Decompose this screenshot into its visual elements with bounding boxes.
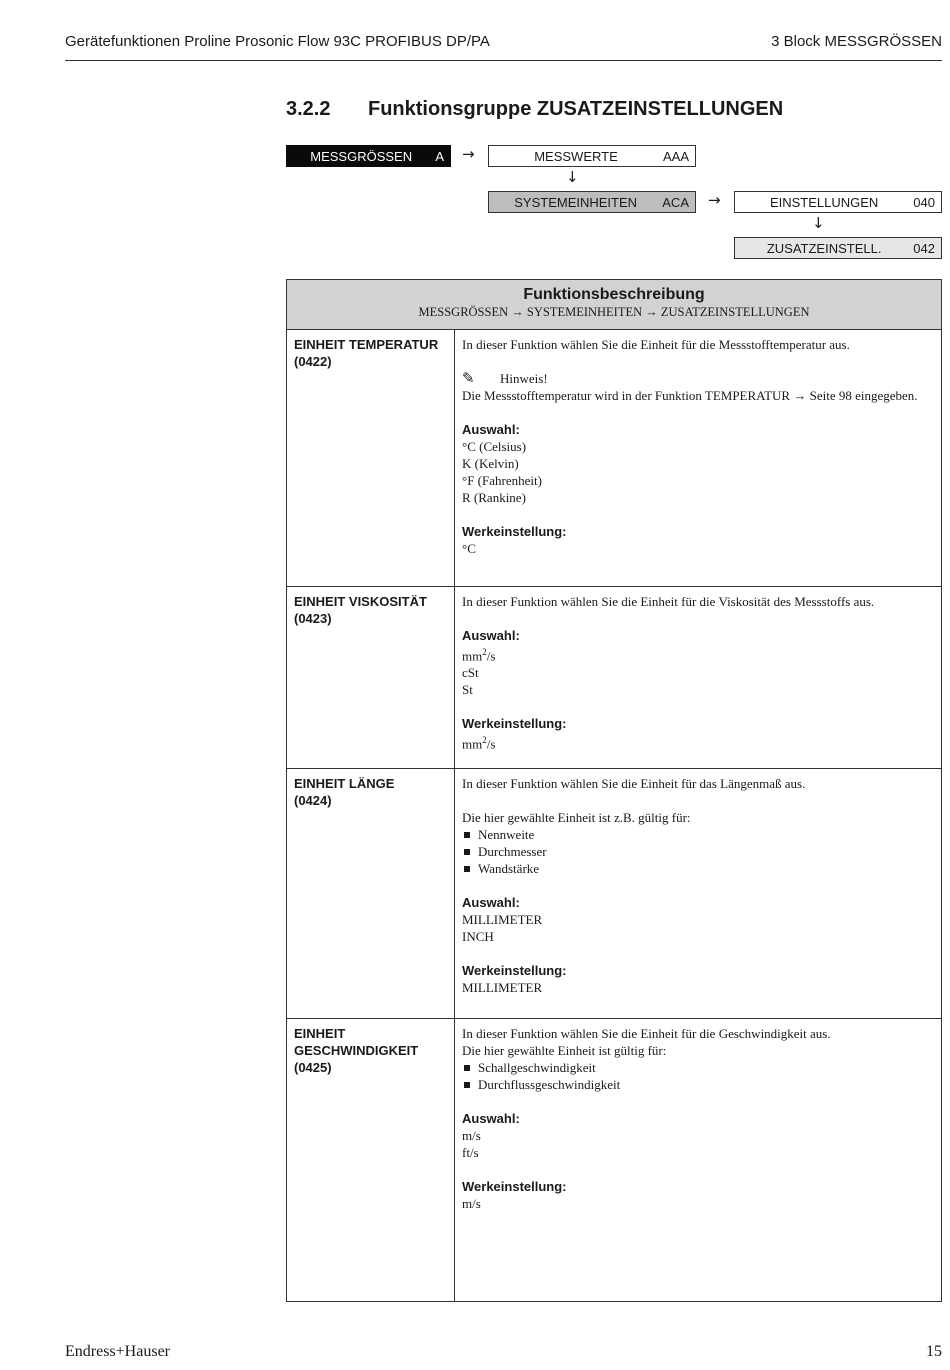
- function-name-cell: [287, 330, 455, 586]
- bullet-square-icon: [464, 1082, 470, 1088]
- menu-func-einstellungen-code: 040: [913, 194, 935, 210]
- menu-group-messwerte-box: [488, 145, 696, 167]
- menu-block-label: MESSGRÖSSEN: [310, 148, 413, 164]
- bullet-item: Durchmesser: [462, 843, 934, 860]
- bullet-item: Durchflussgeschwindigkeit: [462, 1076, 934, 1093]
- valid-for-text: Die hier gewählte Einheit ist gültig für:: [462, 1043, 667, 1058]
- menu-func-zusatzeinstell-code: 042: [913, 240, 935, 256]
- menu-func-einstellungen-box: [734, 191, 942, 213]
- bullet-item: Nennweite: [462, 826, 934, 843]
- function-code: (0423): [294, 611, 332, 626]
- bullet-square-icon: [464, 866, 470, 872]
- bullet-item: Schallgeschwindigkeit: [462, 1059, 934, 1076]
- choice-item: MILLIMETER: [462, 912, 543, 927]
- choice-label: Auswahl:: [462, 895, 520, 910]
- table-header: [287, 280, 941, 330]
- function-name: EINHEIT VISKOSITÄT: [294, 594, 427, 609]
- choice-label: Auswahl:: [462, 1111, 520, 1126]
- table-title: Funktionsbeschreibung: [523, 286, 705, 303]
- arrow-down-icon: ↓: [566, 168, 579, 186]
- choice-item: °C (Celsius): [462, 439, 527, 454]
- pencil-note-icon: ✎: [462, 369, 475, 387]
- default-label: Werkeinstellung:: [462, 963, 567, 978]
- header-divider: [65, 60, 942, 61]
- menu-func-zusatzeinstell-box: [734, 237, 942, 259]
- function-name: EINHEIT: [294, 1026, 346, 1041]
- menu-block-box: [286, 145, 451, 167]
- valid-for-text: Die hier gewählte Einheit ist z.B. gültig für:: [462, 810, 691, 825]
- function-description-cell: [455, 769, 941, 1018]
- menu-group-messwerte-label: MESSWERTE: [534, 148, 618, 164]
- bullet-item: Wandstärke: [462, 860, 934, 877]
- function-name: EINHEIT LÄNGE: [294, 776, 395, 791]
- menu-group-systemeinheiten-label: SYSTEMEINHEITEN: [514, 194, 638, 210]
- arrow-right-icon: →: [708, 191, 721, 209]
- default-label: Werkeinstellung:: [462, 1179, 567, 1194]
- page-header-chapter: 3 Block MESSGRÖSSEN: [771, 33, 942, 50]
- menu-block-code: A: [435, 148, 444, 164]
- default-value: MILLIMETER: [462, 980, 543, 995]
- note-text: Die Messstofftemperatur wird in der Funktion TEMPERATUR → Seite 98 eingegeben.: [462, 388, 918, 403]
- choice-item: °F (Fahrenheit): [462, 473, 542, 488]
- menu-group-systemeinheiten-box: [488, 191, 696, 213]
- function-code: (0424): [294, 793, 332, 808]
- function-description-cell: [455, 1019, 941, 1302]
- menu-func-zusatzeinstell-label: ZUSATZEINSTELL.: [766, 240, 882, 256]
- default-value: m/s: [462, 1196, 481, 1211]
- choice-item: R (Rankine): [462, 490, 526, 505]
- table-row-temperatur: [287, 330, 941, 587]
- choice-item: cSt: [462, 665, 479, 681]
- section-title: [286, 98, 783, 121]
- section-number: 3.2.2: [286, 98, 331, 120]
- note-line: [462, 370, 934, 387]
- function-name-cell: [287, 769, 455, 1018]
- function-code: (0425): [294, 1060, 332, 1075]
- table-path: MESSGRÖSSEN → SYSTEMEINHEITEN → ZUSATZEINSTELLUNGEN: [418, 305, 810, 319]
- function-intro: In dieser Funktion wählen Sie die Einheit für das Längenmaß aus.: [462, 776, 806, 791]
- bullet-square-icon: [464, 1065, 470, 1071]
- choice-item: ft/s: [462, 1145, 479, 1160]
- choice-item: K (Kelvin): [462, 456, 519, 471]
- default-value: °C: [462, 541, 476, 556]
- bullet-square-icon: [464, 832, 470, 838]
- function-description-cell: [455, 330, 941, 586]
- arrow-right-icon: →: [462, 145, 475, 163]
- table-row-viskositaet: [287, 587, 941, 769]
- function-intro: In dieser Funktion wählen Sie die Einheit für die Geschwindigkeit aus.: [462, 1026, 831, 1041]
- menu-group-systemeinheiten-code: ACA: [662, 194, 689, 210]
- bullet-square-icon: [464, 849, 470, 855]
- function-name-cell: [287, 587, 455, 768]
- choice-item: St: [462, 682, 473, 698]
- choice-item: $mm^2/s$: [462, 647, 496, 664]
- menu-group-messwerte-code: AAA: [662, 148, 689, 164]
- function-code: (0422): [294, 354, 332, 369]
- menu-func-einstellungen-label: EINSTELLUNGEN: [769, 194, 879, 210]
- default-value: $mm^2/s$: [462, 735, 496, 752]
- table-row-geschwindigkeit: [287, 1019, 941, 1302]
- section-heading: Funktionsgruppe ZUSATZEINSTELLUNGEN: [368, 98, 784, 120]
- choice-item: m/s: [462, 1128, 481, 1143]
- page-number: 15: [926, 1343, 942, 1360]
- page-header-title: Gerätefunktionen Proline Prosonic Flow 93C PROFIBUS DP/PA: [65, 33, 490, 50]
- choice-label: Auswahl:: [462, 422, 520, 437]
- note-label: Hinweis!: [500, 371, 548, 386]
- function-description-cell: [455, 587, 941, 768]
- choice-label: Auswahl:: [462, 628, 520, 643]
- table-row-laenge: [287, 769, 941, 1019]
- function-description-table: [286, 279, 942, 1302]
- footer-brand: Endress+Hauser: [65, 1343, 170, 1360]
- function-name-cell: [287, 1019, 455, 1302]
- function-name: GESCHWINDIGKEIT: [294, 1043, 419, 1058]
- function-name: EINHEIT TEMPERATUR: [294, 337, 439, 352]
- arrow-down-icon: ↓: [812, 214, 825, 232]
- default-label: Werkeinstellung:: [462, 524, 567, 539]
- choice-item: INCH: [462, 929, 494, 944]
- function-intro: In dieser Funktion wählen Sie die Einheit für die Viskosität des Messstoffs aus.: [462, 594, 875, 609]
- default-label: Werkeinstellung:: [462, 716, 567, 732]
- function-intro: In dieser Funktion wählen Sie die Einheit für die Messstofftemperatur aus.: [462, 337, 850, 352]
